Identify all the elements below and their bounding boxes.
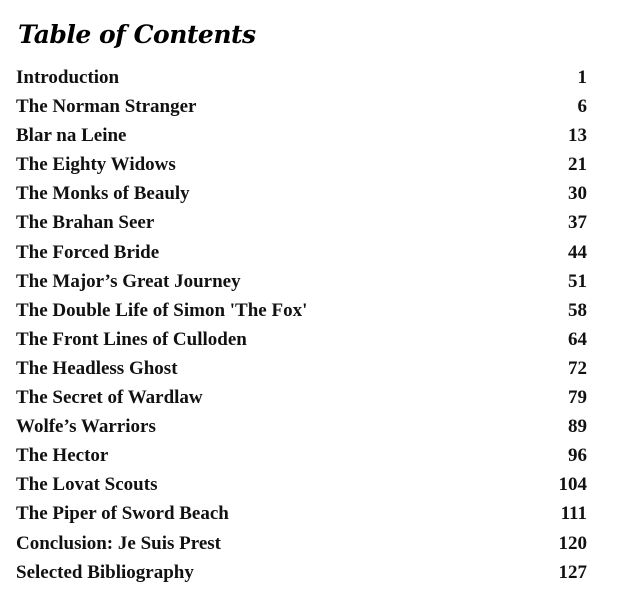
toc-entry-title: Blar na Leine [16, 125, 127, 147]
toc-entry [16, 208, 587, 237]
toc-entry-page-number: 51 [568, 270, 587, 292]
toc-entry [16, 63, 587, 92]
toc-entry [16, 267, 587, 296]
toc-entry-title: The Lovat Scouts [16, 474, 158, 496]
toc-entry-page-number: 127 [558, 561, 587, 583]
toc-entry-page-number: 79 [568, 387, 587, 409]
toc-entry-page-number: 37 [568, 212, 587, 234]
toc-entry [16, 441, 587, 470]
toc-entry [16, 150, 587, 179]
page-title: Table of Contents [18, 20, 256, 49]
toc-entry-page-number: 21 [568, 154, 587, 176]
toc-entry-title: The Secret of Wardlaw [16, 387, 203, 409]
toc-entry [16, 529, 587, 558]
toc-entry-page-number: 120 [558, 532, 587, 554]
toc-entry-title: Conclusion: Je Suis Prest [16, 532, 221, 554]
toc-entry-title: The Piper of Sword Beach [16, 503, 229, 525]
toc-entry-page-number: 96 [568, 445, 587, 467]
toc-entry-page-number: 6 [577, 96, 587, 118]
toc-list [16, 63, 587, 587]
toc-entry [16, 470, 587, 499]
toc-entry [16, 121, 587, 150]
toc-entry-page-number: 44 [568, 241, 587, 263]
toc-entry [16, 499, 587, 528]
toc-entry-title: Selected Bibliography [16, 561, 194, 583]
toc-entry-title: Wolfe’s Warriors [16, 416, 156, 438]
toc-entry-page-number: 104 [558, 474, 587, 496]
toc-entry-title: The Norman Stranger [16, 96, 197, 118]
toc-entry-title: The Brahan Seer [16, 212, 155, 234]
toc-entry [16, 325, 587, 354]
toc-entry-page-number: 111 [560, 503, 587, 525]
toc-entry [16, 238, 587, 267]
toc-entry-page-number: 1 [577, 67, 587, 88]
toc-entry-title: Introduction [16, 67, 120, 88]
toc-entry-page-number: 58 [568, 299, 587, 321]
toc-entry-page-number: 30 [568, 183, 587, 205]
toc-entry [16, 383, 587, 412]
toc-entry-page-number: 64 [568, 328, 587, 350]
toc-entry-page-number: 13 [568, 125, 587, 147]
toc-entry-title: The Forced Bride [16, 241, 160, 263]
toc-entry [16, 412, 587, 441]
toc-entry-page-number: 89 [568, 416, 587, 438]
toc-entry-title: The Monks of Beauly [16, 183, 190, 205]
toc-entry [16, 92, 587, 121]
toc-entry-title: The Front Lines of Culloden [16, 328, 247, 350]
toc-entry [16, 558, 587, 587]
toc-entry-title: The Double Life of Simon 'The Fox' [16, 299, 308, 321]
toc-entry-page-number: 72 [568, 357, 587, 379]
toc-entry-title: The Major’s Great Journey [16, 270, 241, 292]
toc-entry-title: The Hector [16, 445, 109, 467]
toc-entry [16, 296, 587, 325]
toc-entry [16, 354, 587, 383]
toc-entry-title: The Eighty Widows [16, 154, 176, 176]
toc-entry [16, 179, 587, 208]
toc-entry-title: The Headless Ghost [16, 357, 178, 379]
